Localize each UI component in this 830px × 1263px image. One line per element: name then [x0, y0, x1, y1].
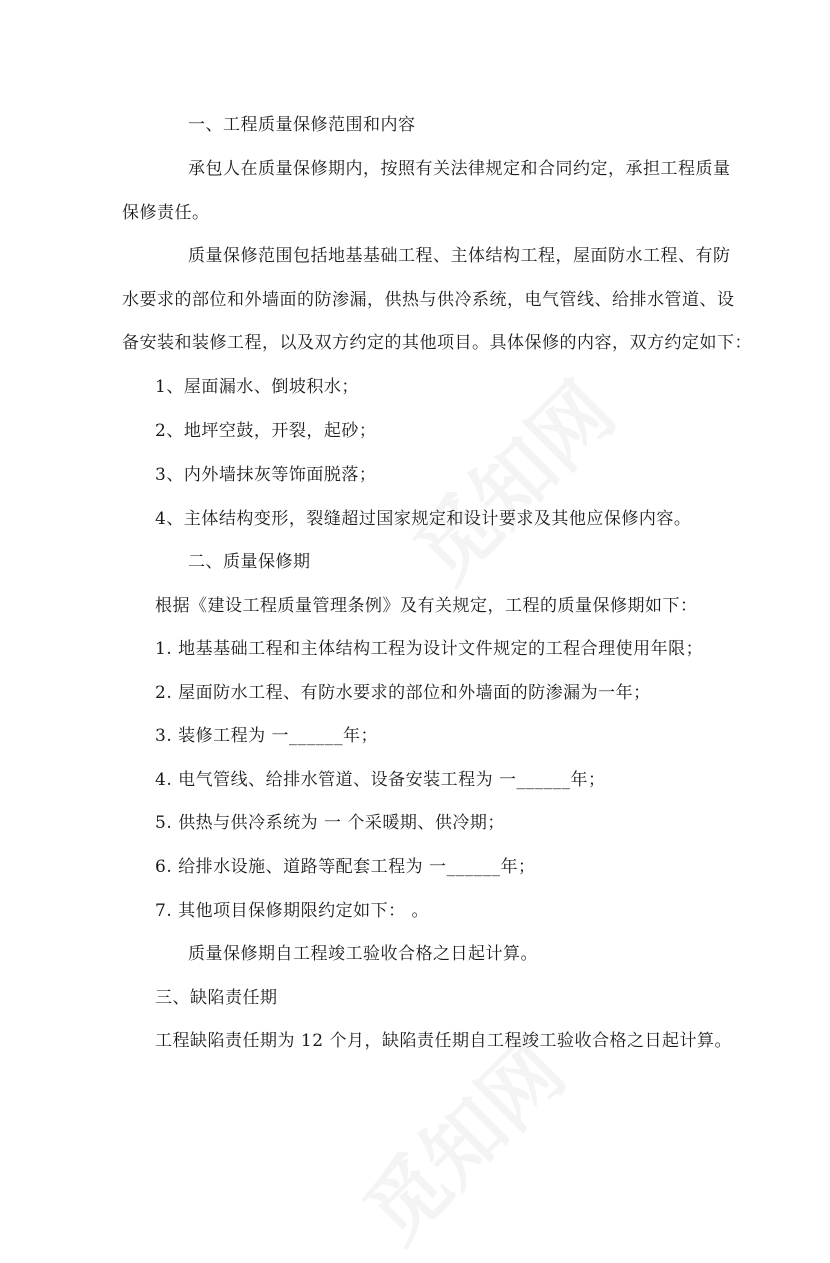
list-item: 2. 屋面防水工程、有防水要求的部位和外墙面的防渗漏为一年； [155, 683, 651, 703]
paragraph-line: 承包人在质量保修期内，按照有关法律规定和合同约定，承担工程质量 [188, 159, 731, 179]
paragraph-line: 水要求的部位和外墙面的防渗漏，供热与供冷系统，电气管线、给排水管道、设 [122, 290, 735, 310]
list-item: 4. 电气管线、给排水管道、设备安装工程为 一______年； [155, 770, 606, 790]
section3-heading: 三、缺陷责任期 [155, 988, 278, 1008]
list-item: 1、屋面漏水、倒坡积水； [155, 377, 359, 397]
list-item: 3、内外墙抹灰等饰面脱落； [155, 465, 377, 485]
paragraph-line: 备安装和装修工程，以及双方约定的其他项目。具体保修的内容，双方约定如下： [122, 333, 752, 353]
paragraph-line: 保修责任。 [122, 203, 210, 223]
watermark [384, 352, 635, 603]
paragraph-line: 根据《建设工程质量管理条例》及有关规定，工程的质量保修期如下： [155, 596, 698, 616]
list-item: 5. 供热与供冷系统为 一 个采暖期、供冷期； [155, 813, 505, 833]
list-item: 7. 其他项目保修期限约定如下： 。 [155, 901, 430, 921]
list-item: 4、主体结构变形，裂缝超过国家规定和设计要求及其他应保修内容。 [155, 509, 692, 529]
section1-heading: 一、工程质量保修范围和内容 [188, 115, 416, 135]
paragraph-line: 工程缺陷责任期为 12 个月，缺陷责任期自工程竣工验收合格之日起计算。 [155, 1031, 732, 1051]
paragraph-line: 质量保修范围包括地基基础工程、主体结构工程，屋面防水工程、有防 [188, 246, 731, 266]
list-item: 2、地坪空鼓，开裂，起砂； [155, 421, 377, 441]
section2-heading: 二、质量保修期 [188, 552, 311, 572]
list-item: 3. 装修工程为 一______年； [155, 726, 379, 746]
list-item: 6. 给排水设施、道路等配套工程为 一______年； [155, 857, 536, 877]
paragraph-line: 质量保修期自工程竣工验收合格之日起计算。 [188, 944, 538, 964]
list-item: 1. 地基基础工程和主体结构工程为设计文件规定的工程合理使用年限； [155, 639, 704, 659]
